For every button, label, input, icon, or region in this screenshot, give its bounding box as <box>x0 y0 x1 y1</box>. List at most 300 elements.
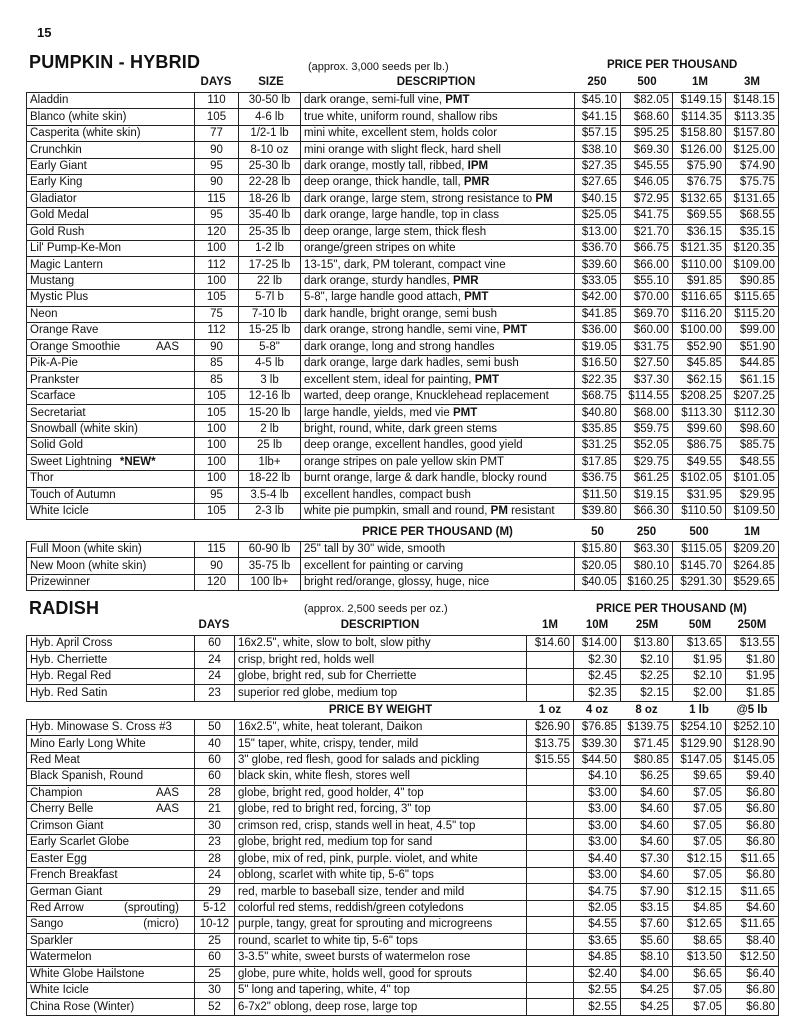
pumpkin-price-title: PRICE PER THOUSAND <box>607 59 738 71</box>
description-cell <box>301 471 575 487</box>
price-cell: $113.35 <box>726 109 779 125</box>
subheader-price-col: 50 <box>575 525 621 541</box>
description-text: mini orange with slight fleck, hard shell <box>304 143 501 156</box>
variety-label: Neon <box>30 307 58 320</box>
price-cell: $129.90 <box>673 736 726 752</box>
variety-name <box>27 966 195 982</box>
description-cell: globe, bright red, medium top for sand <box>235 835 527 851</box>
variety-label: Pik-A-Pie <box>30 357 78 370</box>
description-cell: 15" taper, white, crispy, tender, mild <box>235 736 527 752</box>
size-cell: 4-6 lb <box>239 109 301 125</box>
description-cell <box>301 125 575 141</box>
variety-label: White Icicle <box>30 984 89 997</box>
resistance-code: PMT <box>445 94 470 107</box>
variety-name <box>27 933 195 949</box>
variety-name <box>27 142 195 158</box>
price-cell: $208.25 <box>673 388 726 404</box>
price-cell: $2.30 <box>574 652 621 668</box>
table-row <box>27 240 779 256</box>
description-cell <box>301 224 575 240</box>
days-cell: 90 <box>195 339 239 355</box>
variety-name <box>27 884 195 900</box>
price-cell: $11.65 <box>726 917 779 933</box>
variety-name <box>27 769 195 785</box>
price-cell: $109.00 <box>726 257 779 273</box>
resistance-code: PM <box>535 192 553 205</box>
price-cell: $100.00 <box>673 323 726 339</box>
price-cell: $1.80 <box>726 652 779 668</box>
variety-label: Red Arrow <box>30 901 84 914</box>
variety-label: Mustang <box>30 275 75 288</box>
table-row <box>27 208 779 224</box>
variety-name <box>27 175 195 191</box>
description-text: dark orange, mostly tall, ribbed, <box>304 159 468 172</box>
description-text: dark orange, semi-full vine, <box>304 94 446 107</box>
variety-name <box>27 785 195 801</box>
pumpkin-header-1m: 1M <box>692 76 708 88</box>
table-row <box>27 668 779 684</box>
radish-header-description: DESCRIPTION <box>340 619 420 631</box>
radish-header-250m: 250M <box>737 619 767 631</box>
description-text: white pie pumpkin, small and round, <box>304 505 491 518</box>
price-cell: $207.25 <box>726 388 779 404</box>
days-cell: 100 <box>195 240 239 256</box>
description-text: excellent stem, ideal for painting, <box>304 373 475 386</box>
days-cell: 105 <box>195 388 239 404</box>
price-cell: $36.00 <box>575 323 621 339</box>
price-cell: $4.75 <box>574 884 621 900</box>
price-cell: $2.40 <box>574 966 621 982</box>
pumpkin-header-3m: 3M <box>744 76 760 88</box>
size-cell: 5-7l b <box>239 290 301 306</box>
radish-header-25m: 25M <box>635 619 659 631</box>
size-cell: 35-75 lb <box>239 558 301 574</box>
days-cell: 100 <box>195 438 239 454</box>
description-cell: red, marble to baseball size, tender and mild <box>235 884 527 900</box>
price-cell: $115.20 <box>726 306 779 322</box>
price-cell: $3.00 <box>574 867 621 883</box>
pumpkin-table <box>26 92 779 520</box>
price-cell: $158.80 <box>673 125 726 141</box>
variety-name <box>27 109 195 125</box>
price-cell: $52.05 <box>621 438 673 454</box>
days-cell: 85 <box>195 356 239 372</box>
price-cell: $36.15 <box>673 224 726 240</box>
description-text: true white, uniform round, shallow ribs <box>304 110 498 123</box>
price-cell: $2.55 <box>574 982 621 998</box>
table-row <box>27 851 779 867</box>
days-cell: 77 <box>195 125 239 141</box>
table-row <box>27 884 779 900</box>
description-cell <box>301 487 575 503</box>
price-cell: $113.30 <box>673 405 726 421</box>
variety-tag: AAS <box>155 786 179 799</box>
price-cell: $66.00 <box>621 257 673 273</box>
price-cell: $145.70 <box>673 558 726 574</box>
description-text: dark orange, large dark hadles, semi bush <box>304 357 519 370</box>
days-cell: 95 <box>195 158 239 174</box>
variety-label: Sweet Lightning <box>30 455 112 468</box>
size-cell: 8-10 oz <box>239 142 301 158</box>
variety-label: Orange Rave <box>30 324 99 337</box>
price-cell: $126.00 <box>673 142 726 158</box>
subheader-price-col: 500 <box>673 525 726 541</box>
variety-name <box>27 208 195 224</box>
variety-label: Hyb. Red Satin <box>30 686 108 699</box>
price-cell: $6.80 <box>726 835 779 851</box>
price-cell: $42.00 <box>575 290 621 306</box>
description-cell <box>301 109 575 125</box>
description-cell: globe, mix of red, pink, purple. violet, and white <box>235 851 527 867</box>
variety-label: Early King <box>30 176 83 189</box>
variety-label: Crimson Giant <box>30 819 104 832</box>
price-cell: $12.15 <box>673 851 726 867</box>
price-cell: $51.90 <box>726 339 779 355</box>
price-cell: $39.30 <box>574 736 621 752</box>
variety-name <box>27 835 195 851</box>
description-text: dark orange, sturdy handles, <box>304 275 453 288</box>
price-cell: $4.00 <box>621 966 673 982</box>
price-cell: $99.00 <box>726 323 779 339</box>
price-cell: $80.85 <box>621 752 673 768</box>
description-cell: 16x2.5", white, slow to bolt, slow pithy <box>235 636 527 652</box>
table-row <box>27 273 779 289</box>
variety-label: Secretariat <box>30 406 86 419</box>
price-cell: $6.80 <box>726 982 779 998</box>
price-cell: $4.85 <box>574 950 621 966</box>
table-row <box>27 421 779 437</box>
days-cell: 90 <box>195 175 239 191</box>
price-cell: $2.15 <box>621 685 673 701</box>
description-cell <box>301 454 575 470</box>
price-cell: $131.65 <box>726 191 779 207</box>
price-cell: $115.65 <box>726 290 779 306</box>
price-cell <box>527 818 574 834</box>
description-cell <box>301 356 575 372</box>
spacer <box>195 703 235 719</box>
resistance-code: PMR <box>452 275 479 288</box>
description-cell <box>301 175 575 191</box>
price-cell: $102.05 <box>673 471 726 487</box>
price-cell: $35.15 <box>726 224 779 240</box>
description-text: excellent handles, compact bush <box>304 488 471 501</box>
variety-name <box>27 339 195 355</box>
price-cell: $11.50 <box>575 487 621 503</box>
size-cell: 15-20 lb <box>239 405 301 421</box>
price-cell: $3.65 <box>574 933 621 949</box>
table-row <box>27 454 779 470</box>
days-cell: 120 <box>195 224 239 240</box>
price-cell: $101.05 <box>726 471 779 487</box>
radish-weight-table <box>26 703 779 1016</box>
days-cell: 52 <box>195 999 235 1015</box>
variety-name <box>27 471 195 487</box>
price-cell: $45.85 <box>673 356 726 372</box>
subheader-row <box>27 703 779 719</box>
description-text: orange/green stripes on white <box>304 242 456 255</box>
price-cell: $4.85 <box>673 900 726 916</box>
table-row <box>27 257 779 273</box>
days-cell: 28 <box>195 785 235 801</box>
price-cell: $40.80 <box>575 405 621 421</box>
description-text: dark orange, large handle, top in class <box>304 209 499 222</box>
price-cell: $2.10 <box>621 652 673 668</box>
table-row <box>27 487 779 503</box>
variety-tag: (micro) <box>143 918 179 931</box>
price-cell: $36.75 <box>575 471 621 487</box>
price-cell: $7.60 <box>621 917 673 933</box>
description-cell <box>301 421 575 437</box>
radish-header-days: DAYS <box>198 619 230 631</box>
price-cell: $149.15 <box>673 93 726 109</box>
days-cell: 30 <box>195 982 235 998</box>
variety-name <box>27 503 195 519</box>
table-row <box>27 769 779 785</box>
size-cell: 7-10 lb <box>239 306 301 322</box>
price-cell: $6.80 <box>726 999 779 1015</box>
table-row <box>27 999 779 1015</box>
days-cell: 85 <box>195 372 239 388</box>
pumpkin-header-size: SIZE <box>258 76 284 88</box>
variety-name <box>27 982 195 998</box>
description-text: dark orange, long and strong handles <box>304 340 495 353</box>
price-cell: $25.05 <box>575 208 621 224</box>
size-cell: 15-25 lb <box>239 323 301 339</box>
subheader-price-col: 1M <box>726 525 779 541</box>
price-cell: $60.00 <box>621 323 673 339</box>
variety-label: Hyb. April Cross <box>30 637 113 650</box>
price-cell: $8.65 <box>673 933 726 949</box>
variety-name <box>27 719 195 735</box>
price-cell <box>527 950 574 966</box>
spacer <box>239 525 301 541</box>
price-cell: $8.40 <box>726 933 779 949</box>
price-cell: $2.00 <box>673 685 726 701</box>
price-cell: $7.05 <box>673 867 726 883</box>
description-text: 5-8", large handle good attach, <box>304 291 465 304</box>
price-cell: $4.10 <box>574 769 621 785</box>
price-cell <box>527 652 574 668</box>
table-row <box>27 438 779 454</box>
price-cell: $6.80 <box>726 785 779 801</box>
price-cell: $2.10 <box>673 668 726 684</box>
price-cell: $75.90 <box>673 158 726 174</box>
description-cell <box>301 388 575 404</box>
days-cell: 100 <box>195 471 239 487</box>
price-cell: $115.05 <box>673 541 726 557</box>
days-cell: 24 <box>195 668 235 684</box>
description-cell: globe, bright red, sub for Cherriette <box>235 668 527 684</box>
price-cell: $148.15 <box>726 93 779 109</box>
description-text: deep orange, thick handle, tall, <box>304 176 464 189</box>
variety-label: Early Scarlet Globe <box>30 836 130 849</box>
price-cell: $68.75 <box>575 388 621 404</box>
variety-label: Orange Smoothie <box>30 340 121 353</box>
days-cell: 90 <box>195 142 239 158</box>
variety-label: Hyb. Cherriette <box>30 653 108 666</box>
variety-name <box>27 652 195 668</box>
price-cell: $3.00 <box>574 835 621 851</box>
price-cell: $36.70 <box>575 240 621 256</box>
variety-tag: AAS <box>155 803 179 816</box>
price-cell <box>527 884 574 900</box>
table-row <box>27 471 779 487</box>
days-cell: 75 <box>195 306 239 322</box>
size-cell: 12-16 lb <box>239 388 301 404</box>
price-cell: $15.80 <box>575 541 621 557</box>
variety-label: Gold Rush <box>30 225 85 238</box>
days-cell: 112 <box>195 323 239 339</box>
price-cell: $63.30 <box>621 541 673 557</box>
price-cell <box>527 769 574 785</box>
table-row <box>27 982 779 998</box>
variety-label: Casperita (white skin) <box>30 127 141 140</box>
variety-name <box>27 273 195 289</box>
price-cell <box>527 966 574 982</box>
variety-label: Gold Medal <box>30 209 89 222</box>
price-cell: $254.10 <box>673 719 726 735</box>
price-cell: $74.90 <box>726 158 779 174</box>
variety-label: Sparkler <box>30 934 73 947</box>
description-text: mini white, excellent stem, holds color <box>304 127 498 140</box>
description-text: deep orange, large stem, thick flesh <box>304 225 487 238</box>
price-cell: $6.80 <box>726 867 779 883</box>
description-text: dark handle, bright orange, semi bush <box>304 307 498 320</box>
variety-label: Touch of Autumn <box>30 488 116 501</box>
price-cell: $116.65 <box>673 290 726 306</box>
subheader-title: PRICE BY WEIGHT <box>235 703 527 719</box>
price-cell <box>527 933 574 949</box>
radish-seed-note: (approx. 2,500 seeds per oz.) <box>304 603 448 615</box>
price-cell: $1.85 <box>726 685 779 701</box>
price-cell: $41.75 <box>621 208 673 224</box>
price-cell: $19.15 <box>621 487 673 503</box>
price-cell: $4.55 <box>574 917 621 933</box>
variety-name <box>27 191 195 207</box>
table-row <box>27 224 779 240</box>
table-row <box>27 125 779 141</box>
description-cell: superior red globe, medium top <box>235 685 527 701</box>
price-cell: $85.75 <box>726 438 779 454</box>
price-cell: $291.30 <box>673 574 726 590</box>
variety-name <box>27 736 195 752</box>
size-cell: 18-22 lb <box>239 471 301 487</box>
price-cell: $19.05 <box>575 339 621 355</box>
table-row <box>27 558 779 574</box>
table-row <box>27 785 779 801</box>
price-cell: $112.30 <box>726 405 779 421</box>
price-cell: $11.65 <box>726 851 779 867</box>
price-cell: $22.35 <box>575 372 621 388</box>
resistance-code: PMR <box>463 176 490 189</box>
price-cell: $252.10 <box>726 719 779 735</box>
table-row <box>27 917 779 933</box>
table-row <box>27 835 779 851</box>
description-cell <box>301 208 575 224</box>
size-cell: 3 lb <box>239 372 301 388</box>
days-cell: 115 <box>195 541 239 557</box>
price-cell <box>527 867 574 883</box>
price-cell: $95.25 <box>621 125 673 141</box>
subheader-price-col: 250 <box>621 525 673 541</box>
size-cell: 1/2-1 lb <box>239 125 301 141</box>
variety-name <box>27 388 195 404</box>
price-cell <box>527 668 574 684</box>
price-cell: $8.10 <box>621 950 673 966</box>
price-cell: $4.25 <box>621 982 673 998</box>
price-cell: $7.05 <box>673 785 726 801</box>
description-cell: purple, tangy, great for sprouting and microgreens <box>235 917 527 933</box>
price-cell: $145.05 <box>726 752 779 768</box>
price-cell: $15.55 <box>527 752 574 768</box>
price-cell: $48.55 <box>726 454 779 470</box>
variety-label: Prizewinner <box>30 576 91 589</box>
variety-label: Snowball (white skin) <box>30 422 139 435</box>
days-cell: 23 <box>195 835 235 851</box>
resistance-code: IPM <box>467 159 489 172</box>
price-cell <box>527 851 574 867</box>
table-row <box>27 109 779 125</box>
pumpkin-header-days: DAYS <box>200 76 232 88</box>
description-cell: 16x2.5", white, heat tolerant, Daikon <box>235 719 527 735</box>
table-row <box>27 405 779 421</box>
days-cell: 21 <box>195 802 235 818</box>
price-cell: $3.15 <box>621 900 673 916</box>
price-cell: $116.20 <box>673 306 726 322</box>
variety-name <box>27 950 195 966</box>
description-cell: globe, red to bright red, forcing, 3" top <box>235 802 527 818</box>
days-cell: 115 <box>195 191 239 207</box>
price-cell: $5.60 <box>621 933 673 949</box>
price-cell: $76.85 <box>574 719 621 735</box>
days-cell: 105 <box>195 290 239 306</box>
variety-label: Cherry Belle <box>30 803 94 816</box>
description-text: warted, deep orange, Knucklehead replacement <box>304 390 549 403</box>
price-cell: $14.00 <box>574 636 621 652</box>
price-cell: $40.05 <box>575 574 621 590</box>
days-cell: 120 <box>195 574 239 590</box>
table-row <box>27 372 779 388</box>
price-cell: $9.40 <box>726 769 779 785</box>
variety-name <box>27 257 195 273</box>
price-cell: $3.00 <box>574 785 621 801</box>
price-cell: $6.25 <box>621 769 673 785</box>
price-cell: $2.55 <box>574 999 621 1015</box>
price-cell: $17.85 <box>575 454 621 470</box>
description-cell: 6-7x2" oblong, deep rose, large top <box>235 999 527 1015</box>
days-cell: 60 <box>195 769 235 785</box>
variety-label: Blanco (white skin) <box>30 110 127 123</box>
variety-label: Thor <box>30 472 54 485</box>
price-cell: $35.85 <box>575 421 621 437</box>
price-cell <box>527 982 574 998</box>
price-cell: $27.50 <box>621 356 673 372</box>
variety-name <box>27 454 195 470</box>
price-cell: $41.15 <box>575 109 621 125</box>
price-cell: $45.55 <box>621 158 673 174</box>
radish-title: RADISH <box>29 598 100 618</box>
description-cell <box>301 372 575 388</box>
variety-name <box>27 356 195 372</box>
variety-label: Red Meat <box>30 754 80 767</box>
price-cell: $68.00 <box>621 405 673 421</box>
price-cell: $29.75 <box>621 454 673 470</box>
description-cell: globe, bright red, good holder, 4" top <box>235 785 527 801</box>
price-cell: $98.60 <box>726 421 779 437</box>
table-row <box>27 306 779 322</box>
description-cell <box>301 257 575 273</box>
price-cell: $147.05 <box>673 752 726 768</box>
